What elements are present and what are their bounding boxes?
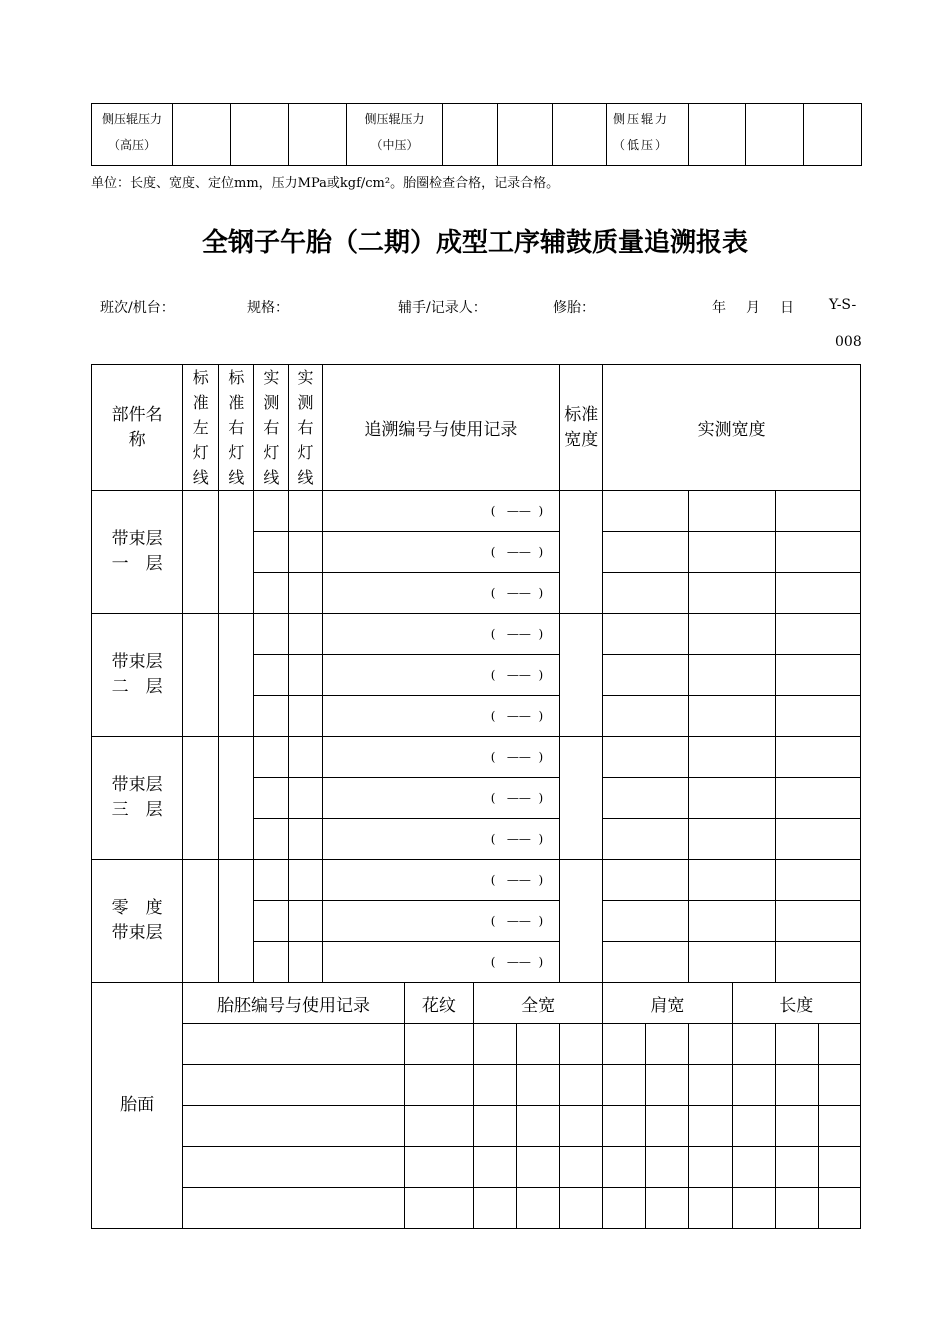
trace-record-cell[interactable]: ( —— ) [322,614,560,655]
blank-record-cell[interactable] [183,1106,405,1147]
meas-cell[interactable] [254,573,289,614]
shoulder-width-cell[interactable] [689,1147,732,1188]
meas-cell[interactable] [289,573,322,614]
width-cell[interactable] [603,778,689,819]
part-label: 零 度 带束层 [92,860,183,983]
full-width-cell[interactable] [517,1024,560,1065]
full-width-cell[interactable] [517,1188,560,1229]
input-cell[interactable] [804,104,862,166]
std-right-line-cell[interactable] [219,614,254,737]
unit-note: 单位：长度、宽度、定位mm，压力MPa或kgf/cm²。胎圈检查合格，记录合格。 [91,176,560,191]
length-cell[interactable] [732,1106,775,1147]
trace-record-cell[interactable]: ( —— ) [322,942,560,983]
width-cell[interactable] [689,860,775,901]
std-width-cell[interactable] [560,737,603,860]
std-width-cell[interactable] [560,614,603,737]
width-cell[interactable] [603,819,689,860]
std-width-cell[interactable] [560,860,603,983]
trace-report-table [91,364,861,1229]
std-right-line-cell[interactable] [219,860,254,983]
blank-record-cell[interactable] [183,1065,405,1106]
shoulder-width-cell[interactable] [689,1024,732,1065]
meas-cell[interactable] [254,737,289,778]
width-cell[interactable] [603,655,689,696]
full-width-cell[interactable] [473,1147,516,1188]
blank-record-cell[interactable] [183,1147,405,1188]
pressure-fragment-table [91,103,862,166]
shoulder-width-cell[interactable] [689,1065,732,1106]
header-shoulder-width: 肩宽 [603,983,732,1024]
input-cell[interactable] [746,104,804,166]
meas-cell[interactable] [289,819,322,860]
width-cell[interactable] [689,696,775,737]
width-cell[interactable] [603,532,689,573]
length-cell[interactable] [775,1024,818,1065]
full-width-cell[interactable] [517,1065,560,1106]
std-left-line-cell[interactable] [183,860,219,983]
shoulder-width-cell[interactable] [603,1106,646,1147]
length-cell[interactable] [775,1106,818,1147]
meas-cell[interactable] [254,614,289,655]
month-label: 月 [746,300,760,316]
shoulder-width-cell[interactable] [603,1065,646,1106]
length-cell[interactable] [775,1147,818,1188]
width-cell[interactable] [689,614,775,655]
trace-record-cell[interactable]: ( —— ) [322,819,560,860]
side-roller-pressure-high-label: 侧压辊压力（高压） [92,104,173,166]
length-cell[interactable] [732,1188,775,1229]
input-cell[interactable] [231,104,289,166]
shift-machine-label: 班次/机台： [100,300,175,316]
doc-number-line2: 008 [835,334,862,350]
blank-record-cell[interactable] [183,1024,405,1065]
std-right-line-cell[interactable] [219,491,254,614]
meas-cell[interactable] [289,614,322,655]
header-length: 长度 [732,983,860,1024]
shoulder-width-cell[interactable] [603,1024,646,1065]
full-width-cell[interactable] [473,1024,516,1065]
meas-cell[interactable] [289,860,322,901]
trace-record-cell[interactable]: ( —— ) [322,860,560,901]
shoulder-width-cell[interactable] [603,1147,646,1188]
length-cell[interactable] [818,1106,860,1147]
shoulder-width-cell[interactable] [646,1024,689,1065]
trace-record-cell[interactable]: ( —— ) [322,655,560,696]
full-width-cell[interactable] [517,1106,560,1147]
meas-cell[interactable] [289,655,322,696]
header-part-name: 部件名称 [92,365,183,491]
length-cell[interactable] [732,1065,775,1106]
meas-cell[interactable] [254,532,289,573]
pattern-cell[interactable] [404,1106,473,1147]
width-cell[interactable] [603,696,689,737]
length-cell[interactable] [732,1147,775,1188]
trace-record-cell[interactable]: ( —— ) [322,737,560,778]
header-std-left-line: 标准左灯线 [183,365,219,491]
width-cell[interactable] [775,573,860,614]
width-cell[interactable] [603,573,689,614]
meas-cell[interactable] [289,901,322,942]
width-cell[interactable] [689,532,775,573]
std-right-line-cell[interactable] [219,737,254,860]
length-cell[interactable] [818,1188,860,1229]
std-left-line-cell[interactable] [183,737,219,860]
assistant-recorder-label: 辅手/记录人： [398,300,487,316]
width-cell[interactable] [775,696,860,737]
width-cell[interactable] [689,901,775,942]
length-cell[interactable] [775,1188,818,1229]
header-std-right-line: 标准右灯线 [219,365,254,491]
full-width-cell[interactable] [560,1147,603,1188]
full-width-cell[interactable] [560,1065,603,1106]
shoulder-width-cell[interactable] [646,1065,689,1106]
full-width-cell[interactable] [473,1188,516,1229]
trace-record-cell[interactable]: ( —— ) [322,532,560,573]
header-meas-right-line: 实测右灯线 [254,365,289,491]
length-cell[interactable] [775,1065,818,1106]
width-cell[interactable] [603,614,689,655]
meas-cell[interactable] [254,778,289,819]
full-width-cell[interactable] [560,1188,603,1229]
meas-cell[interactable] [254,860,289,901]
width-cell[interactable] [689,491,775,532]
length-cell[interactable] [818,1024,860,1065]
trace-record-cell[interactable]: ( —— ) [322,491,560,532]
pattern-cell[interactable] [404,1065,473,1106]
header-meas-width: 实测宽度 [603,365,861,491]
meas-cell[interactable] [289,491,322,532]
width-cell[interactable] [775,819,860,860]
length-cell[interactable] [818,1147,860,1188]
part-label: 带束层 一 层 [92,491,183,614]
header-meas-right-line: 实测右灯线 [289,365,322,491]
pattern-cell[interactable] [404,1024,473,1065]
width-cell[interactable] [689,655,775,696]
meas-cell[interactable] [254,819,289,860]
width-cell[interactable] [603,491,689,532]
full-width-cell[interactable] [560,1024,603,1065]
year-label: 年 [712,300,726,316]
pattern-cell[interactable] [404,1147,473,1188]
width-cell[interactable] [689,942,775,983]
full-width-cell[interactable] [473,1065,516,1106]
trace-record-cell[interactable]: ( —— ) [322,573,560,614]
width-cell[interactable] [603,942,689,983]
width-cell[interactable] [775,860,860,901]
side-roller-pressure-mid-label: 侧压辊压力（中压） [347,104,443,166]
blank-record-cell[interactable] [183,1188,405,1229]
header-trace-record: 追溯编号与使用记录 [322,365,560,491]
meas-cell[interactable] [289,737,322,778]
width-cell[interactable] [603,860,689,901]
width-cell[interactable] [689,573,775,614]
width-cell[interactable] [689,778,775,819]
width-cell[interactable] [603,737,689,778]
input-cell[interactable] [173,104,231,166]
width-cell[interactable] [689,819,775,860]
part-label: 带束层 三 层 [92,737,183,860]
shoulder-width-cell[interactable] [689,1188,732,1229]
meas-cell[interactable] [254,491,289,532]
std-left-line-cell[interactable] [183,491,219,614]
header-blank-record: 胎胚编号与使用记录 [183,983,405,1024]
length-cell[interactable] [818,1065,860,1106]
header-full-width: 全宽 [473,983,602,1024]
meas-cell[interactable] [254,696,289,737]
std-left-line-cell[interactable] [183,614,219,737]
meas-cell[interactable] [254,942,289,983]
meas-cell[interactable] [289,532,322,573]
width-cell[interactable] [775,491,860,532]
width-cell[interactable] [775,942,860,983]
trace-record-cell[interactable]: ( —— ) [322,778,560,819]
shoulder-width-cell[interactable] [646,1147,689,1188]
length-cell[interactable] [732,1024,775,1065]
shoulder-width-cell[interactable] [646,1188,689,1229]
input-cell[interactable] [553,104,607,166]
repair-label: 修胎： [553,300,595,316]
meas-cell[interactable] [254,655,289,696]
width-cell[interactable] [603,901,689,942]
meas-cell[interactable] [254,901,289,942]
input-cell[interactable] [498,104,553,166]
input-cell[interactable] [289,104,347,166]
meas-cell[interactable] [289,942,322,983]
meas-cell[interactable] [289,778,322,819]
spec-label: 规格： [247,300,289,316]
width-cell[interactable] [775,778,860,819]
doc-number-line1: Y-S- [829,297,857,313]
input-cell[interactable] [689,104,746,166]
width-cell[interactable] [775,655,860,696]
trace-record-cell[interactable]: ( —— ) [322,901,560,942]
report-title: 全钢子午胎（二期）成型工序辅鼓质量追溯报表 [201,228,748,258]
part-label: 带束层 二 层 [92,614,183,737]
day-label: 日 [780,300,794,316]
input-cell[interactable] [443,104,498,166]
full-width-cell[interactable] [473,1106,516,1147]
side-roller-pressure-low-label: 侧压辊力（低压） [607,104,689,166]
header-pattern: 花纹 [404,983,473,1024]
shoulder-width-cell[interactable] [603,1188,646,1229]
width-cell[interactable] [775,901,860,942]
width-cell[interactable] [689,737,775,778]
shoulder-width-cell[interactable] [689,1106,732,1147]
trace-record-cell[interactable]: ( —— ) [322,696,560,737]
header-std-width: 标准宽度 [560,365,603,491]
meas-cell[interactable] [289,696,322,737]
width-cell[interactable] [775,737,860,778]
width-cell[interactable] [775,614,860,655]
full-width-cell[interactable] [560,1106,603,1147]
shoulder-width-cell[interactable] [646,1106,689,1147]
width-cell[interactable] [775,532,860,573]
pattern-cell[interactable] [404,1188,473,1229]
tread-label: 胎面 [92,983,183,1229]
std-width-cell[interactable] [560,491,603,614]
full-width-cell[interactable] [517,1147,560,1188]
